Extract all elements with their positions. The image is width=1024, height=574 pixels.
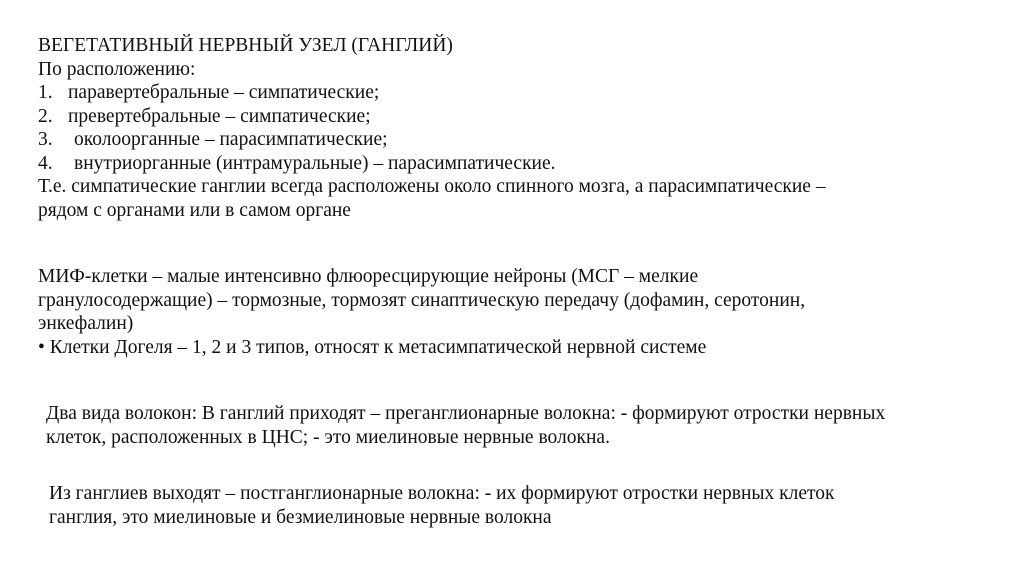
list-item [38, 152, 826, 176]
paragraph-line: клеток, расположенных в ЦНС; - это миелиновые нервные волокна. [46, 426, 610, 448]
list-item [38, 128, 826, 152]
paragraph-line: гранулосодержащие) – тормозные, тормозят синаптическую передачу (дофамин, серотонин, [38, 289, 806, 311]
fibers-section [46, 402, 885, 449]
postganglionic-section [49, 482, 835, 529]
list-item-number: 3. [38, 129, 53, 150]
paragraph-line: МИФ-клетки – малые интенсивно флюоресцирующие нейроны (МСГ – мелкие [38, 266, 699, 287]
list-item-text: околоорганные – парасимпатические; [74, 129, 388, 150]
list-item-number: 1. [38, 82, 53, 103]
section-title: ВЕГЕТАТИВНЫЙ НЕРВНЫЙ УЗЕЛ (ГАНГЛИЙ) [38, 35, 453, 56]
list-item-text: внутриорганные (интрамуральные) – парасимпатические. [74, 152, 556, 174]
bullet-line: • Клетки Догеля – 1, 2 и 3 типов, относят к метасимпатической нервной системе [38, 336, 707, 358]
list-item [38, 81, 826, 105]
list-item [38, 105, 826, 129]
ganglion-section [38, 34, 826, 222]
paragraph-line: ганглия, это миелиновые и безмиелиновые нервные волокна [49, 506, 552, 528]
list-item-text: превертебральные – симпатические; [68, 105, 371, 127]
list-item-text: паравертебральные – симпатические; [68, 82, 380, 103]
summary-text: Т.е. симпатические ганглии всегда расположены около спинного мозга, а парасимпатические – [38, 176, 826, 197]
paragraph-line: Два вида волокон: В ганглий приходят – преганглионарные волокна: - формируют отростки нервных [46, 403, 886, 424]
summary-text: рядом с органами или в самом органе [38, 199, 351, 221]
paragraph-line: Из ганглиев выходят – постганглионарные волокна: - их формируют отростки нервных клеток [49, 483, 835, 504]
list-item-number: 2. [38, 105, 53, 127]
section-subtitle: По расположению: [38, 58, 196, 80]
mif-cells-section [38, 265, 805, 359]
paragraph-line: энкефалин) [38, 313, 134, 334]
list-item-number: 4. [38, 152, 53, 174]
